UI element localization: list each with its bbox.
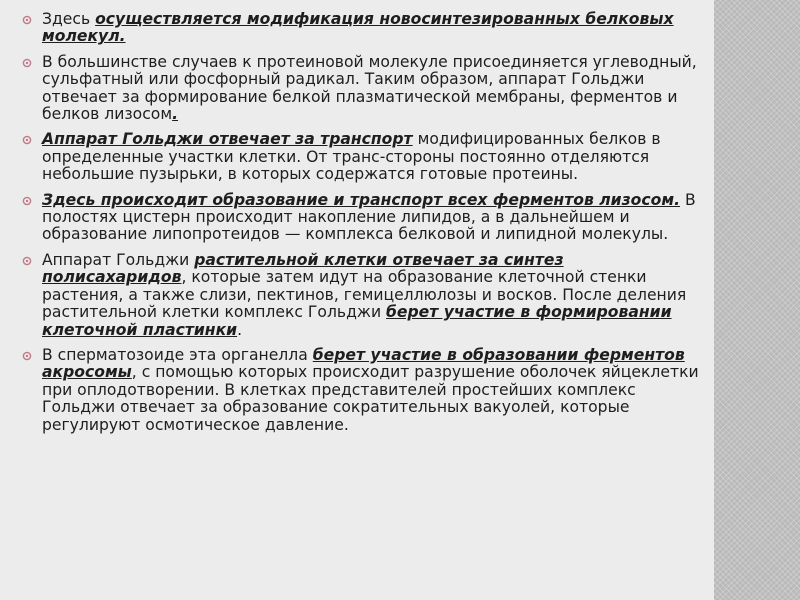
text-normal: Здесь [42, 10, 96, 28]
text-normal: В полостях цистерн происходит накопление липидов, а в дальнейшем и образование липопротеидов — комплекса белковой и липидной молекулы. [42, 190, 696, 244]
bullet-lysosome-enzymes [22, 192, 702, 244]
bullet-plant-polysaccharides [22, 252, 702, 339]
text-emphasis: берет участие в формировании клеточной пластинки [42, 303, 672, 339]
text-normal: модифицированных белков в определенные участки клетки. От транс-стороны постоянно отделяются небольшие пузырьки, в которых содержатся готовые протеины. [42, 130, 661, 184]
bullet-radical-attachment [22, 54, 702, 124]
bullet-icon [22, 58, 32, 68]
text-emphasis: . [172, 105, 179, 124]
decorative-side-stripe [714, 0, 800, 600]
text-normal: , с помощью которых происходит разрушение оболочек яйцеклетки при оплодотворении. В клетках представителей простейших комплекс Гольджи отвечает за образование сократительных вакуолей, которые регулируют осмотическое давление. [42, 363, 699, 434]
slide-body-text [22, 11, 702, 442]
bullet-icon [22, 351, 32, 361]
text-normal: . [237, 320, 243, 339]
text-normal: , которые затем идут на образование клеточной стенки растения, а также слизи, пектинов, гемицеллюлозы и восков. После деления растительной клетки комплекс Гольджи [42, 268, 687, 322]
bullet-icon [22, 135, 32, 145]
text-emphasis: осуществляется модификация новосинтезированных белковых молекул. [42, 10, 674, 46]
bullet-protein-transport [22, 131, 702, 183]
bullet-acrosome-enzymes [22, 347, 702, 434]
text-normal: В большинстве случаев к протеиновой молекуле присоединяется углеводный, сульфатный или фосфорный радикал. Таким образом, аппарат Гольджи отвечает за формирование белкой плазматической мембраны, ферментов и белков лизосом [42, 52, 697, 124]
text-emphasis: растительной клетки отвечает за синтез полисахаридов [42, 250, 564, 287]
text-emphasis: Аппарат Гольджи отвечает за транспорт [42, 130, 413, 149]
text-emphasis: Здесь происходит образование и транспорт всех ферментов лизосом. [42, 190, 681, 209]
text-emphasis: берет участие в образовании ферментов акросомы [42, 345, 685, 382]
bullet-golgi-modification [22, 11, 702, 46]
text-normal: Аппарат Гольджи [42, 250, 195, 269]
bullet-icon [22, 196, 32, 206]
bullet-icon [22, 256, 32, 266]
bullet-icon [22, 15, 32, 25]
text-normal: В сперматозоиде эта органелла [42, 345, 313, 364]
